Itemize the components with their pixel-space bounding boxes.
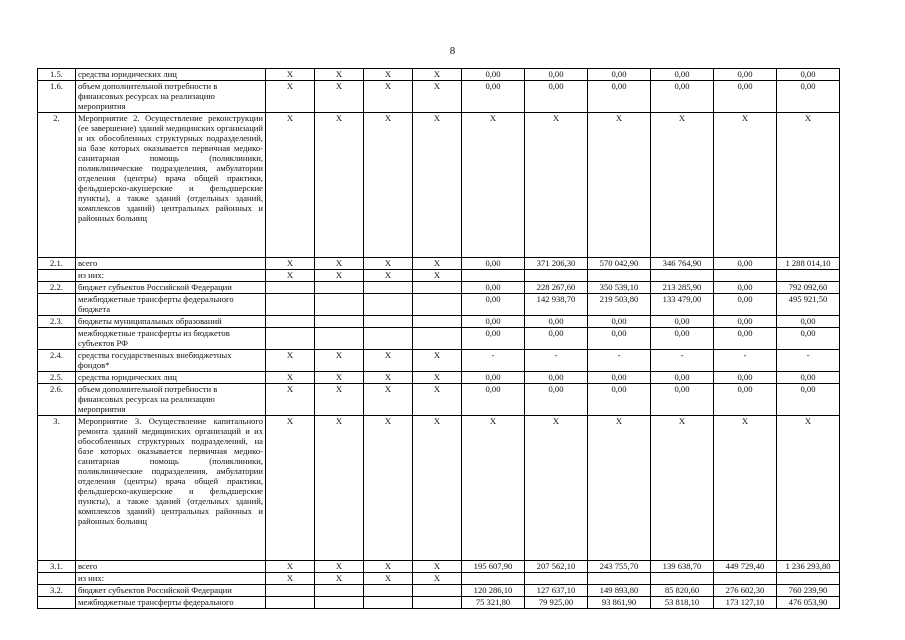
row-name-cell: бюджет субъектов Российской Федерации	[76, 585, 266, 597]
value-cell: 0,00	[588, 328, 651, 350]
marker-cell	[315, 597, 364, 609]
value-cell: 75 321,80	[462, 597, 525, 609]
value-cell: 0,00	[588, 372, 651, 384]
value-cell: 0,00	[462, 372, 525, 384]
value-cell	[588, 573, 651, 585]
value-cell: 371 206,30	[525, 258, 588, 270]
marker-cell: Х	[364, 573, 413, 585]
marker-cell: Х	[266, 270, 315, 282]
value-cell: 219 503,80	[588, 294, 651, 316]
marker-cell: Х	[266, 561, 315, 573]
marker-cell: Х	[364, 69, 413, 81]
marker-cell: Х	[315, 270, 364, 282]
value-cell: 0,00	[525, 69, 588, 81]
marker-cell	[364, 282, 413, 294]
value-cell: 85 820,60	[651, 585, 714, 597]
row-name-cell: объем дополнительной потребности в финансовых ресурсах на реализацию мероприятия	[76, 384, 266, 416]
value-cell: Х	[462, 416, 525, 561]
table-row	[38, 316, 840, 328]
row-number-cell: 3.1.	[38, 561, 76, 573]
row-name-cell: бюджеты муниципальных образований	[76, 316, 266, 328]
value-cell: Х	[714, 416, 777, 561]
marker-cell: Х	[315, 258, 364, 270]
value-cell	[462, 573, 525, 585]
value-cell: 0,00	[777, 384, 840, 416]
marker-cell: Х	[315, 350, 364, 372]
page-number: 8	[449, 45, 456, 57]
value-cell: 346 764,90	[651, 258, 714, 270]
value-cell: Х	[651, 113, 714, 258]
value-cell: 0,00	[777, 328, 840, 350]
table-row	[38, 69, 840, 81]
value-cell: Х	[777, 113, 840, 258]
value-cell: 476 053,90	[777, 597, 840, 609]
marker-cell: Х	[364, 81, 413, 113]
row-name-cell: из них:	[76, 573, 266, 585]
row-number-cell: 1.6.	[38, 81, 76, 113]
row-number-cell: 2.1.	[38, 258, 76, 270]
value-cell: 0,00	[714, 328, 777, 350]
value-cell: 120 286,10	[462, 585, 525, 597]
marker-cell	[364, 328, 413, 350]
row-number-cell	[38, 270, 76, 282]
value-cell: 0,00	[777, 316, 840, 328]
marker-cell	[413, 328, 462, 350]
table-row	[38, 384, 840, 416]
value-cell: -	[714, 350, 777, 372]
value-cell: 0,00	[714, 81, 777, 113]
value-cell: 0,00	[651, 328, 714, 350]
marker-cell: Х	[266, 350, 315, 372]
value-cell: 792 092,60	[777, 282, 840, 294]
row-number-cell: 2.6.	[38, 384, 76, 416]
marker-cell: Х	[364, 416, 413, 561]
value-cell: 142 938,70	[525, 294, 588, 316]
marker-cell	[413, 585, 462, 597]
marker-cell	[413, 597, 462, 609]
value-cell: 228 267,60	[525, 282, 588, 294]
row-number-cell: 2.3.	[38, 316, 76, 328]
marker-cell: Х	[315, 113, 364, 258]
marker-cell: Х	[315, 416, 364, 561]
marker-cell	[364, 585, 413, 597]
value-cell: 0,00	[462, 294, 525, 316]
marker-cell	[413, 282, 462, 294]
value-cell: -	[777, 350, 840, 372]
value-cell: 0,00	[588, 69, 651, 81]
marker-cell: Х	[266, 69, 315, 81]
marker-cell: Х	[413, 81, 462, 113]
marker-cell	[266, 585, 315, 597]
marker-cell	[364, 294, 413, 316]
value-cell: 570 042,90	[588, 258, 651, 270]
marker-cell: Х	[315, 81, 364, 113]
value-cell: 79 925,00	[525, 597, 588, 609]
value-cell: 0,00	[777, 81, 840, 113]
value-cell	[651, 270, 714, 282]
value-cell: 0,00	[462, 258, 525, 270]
marker-cell	[266, 316, 315, 328]
marker-cell: Х	[364, 270, 413, 282]
marker-cell: Х	[413, 416, 462, 561]
value-cell: 1 288 014,10	[777, 258, 840, 270]
marker-cell: Х	[364, 561, 413, 573]
table-row	[38, 328, 840, 350]
marker-cell	[364, 597, 413, 609]
marker-cell: Х	[364, 258, 413, 270]
value-cell: 243 755,70	[588, 561, 651, 573]
marker-cell	[315, 328, 364, 350]
value-cell: 1 236 293,80	[777, 561, 840, 573]
marker-cell: Х	[315, 561, 364, 573]
marker-cell	[315, 282, 364, 294]
value-cell: 0,00	[525, 81, 588, 113]
marker-cell: Х	[315, 372, 364, 384]
value-cell	[651, 573, 714, 585]
value-cell: 449 729,40	[714, 561, 777, 573]
marker-cell: Х	[364, 384, 413, 416]
value-cell	[714, 270, 777, 282]
row-number-cell: 3.2.	[38, 585, 76, 597]
table-row	[38, 270, 840, 282]
marker-cell: Х	[364, 372, 413, 384]
marker-cell: Х	[413, 384, 462, 416]
marker-cell: Х	[266, 573, 315, 585]
row-name-cell: межбюджетные трансферты из бюджетов субъектов РФ	[76, 328, 266, 350]
marker-cell	[266, 597, 315, 609]
table-row	[38, 597, 840, 609]
table-row	[38, 113, 840, 258]
value-cell: Х	[462, 113, 525, 258]
value-cell: 0,00	[714, 294, 777, 316]
value-cell: 0,00	[462, 328, 525, 350]
value-cell: 0,00	[525, 316, 588, 328]
value-cell: 0,00	[714, 316, 777, 328]
row-number-cell	[38, 573, 76, 585]
row-number-cell	[38, 328, 76, 350]
value-cell: 0,00	[588, 384, 651, 416]
marker-cell	[266, 294, 315, 316]
row-name-cell: средства государственных внебюджетных фондов*	[76, 350, 266, 372]
value-cell: Х	[714, 113, 777, 258]
row-number-cell: 2.4.	[38, 350, 76, 372]
value-cell: 495 921,50	[777, 294, 840, 316]
value-cell: 0,00	[714, 69, 777, 81]
marker-cell	[315, 316, 364, 328]
row-name-cell: средства юридических лиц	[76, 372, 266, 384]
value-cell: 207 562,10	[525, 561, 588, 573]
value-cell: 0,00	[462, 384, 525, 416]
row-name-cell: всего	[76, 561, 266, 573]
row-name-cell: средства юридических лиц	[76, 69, 266, 81]
row-number-cell: 2.	[38, 113, 76, 258]
value-cell	[777, 270, 840, 282]
table-body	[38, 69, 840, 609]
value-cell: 0,00	[777, 372, 840, 384]
budget-table	[37, 68, 840, 609]
value-cell: -	[651, 350, 714, 372]
value-cell: Х	[777, 416, 840, 561]
value-cell: 0,00	[651, 384, 714, 416]
value-cell: 0,00	[777, 69, 840, 81]
value-cell: 93 861,90	[588, 597, 651, 609]
value-cell: 0,00	[651, 81, 714, 113]
marker-cell: Х	[413, 561, 462, 573]
value-cell: 149 893,80	[588, 585, 651, 597]
value-cell: 0,00	[525, 384, 588, 416]
value-cell	[525, 270, 588, 282]
marker-cell	[413, 316, 462, 328]
value-cell	[462, 270, 525, 282]
marker-cell	[413, 294, 462, 316]
table-row	[38, 416, 840, 561]
table-row	[38, 585, 840, 597]
marker-cell: Х	[266, 416, 315, 561]
marker-cell: Х	[266, 113, 315, 258]
marker-cell: Х	[364, 350, 413, 372]
marker-cell: Х	[413, 350, 462, 372]
row-name-cell: бюджет субъектов Российской Федерации	[76, 282, 266, 294]
value-cell: 760 239,90	[777, 585, 840, 597]
row-name-cell: межбюджетные трансферты федерального бюджета	[76, 294, 266, 316]
value-cell: 0,00	[525, 328, 588, 350]
table-row	[38, 294, 840, 316]
value-cell: Х	[651, 416, 714, 561]
row-name-cell: объем дополнительной потребности в финансовых ресурсах на реализацию мероприятия	[76, 81, 266, 113]
row-number-cell: 2.5.	[38, 372, 76, 384]
row-name-cell: Мероприятие 2. Осуществление реконструкции (ее завершение) зданий медицинских организаций и их обособленных структурных подразделений, на базе которых оказывается первичная медико- санитарная помощь (поликлиники, поликлинические подразделения, амбулатории отделения (центры) врача общей практики, фельдшерско-акушерские и фельдшерские пункты), а также зданий (отдельных зданий, комплексов зданий) центральных районных и районных больниц	[76, 113, 266, 258]
value-cell	[525, 573, 588, 585]
value-cell: 350 539,10	[588, 282, 651, 294]
value-cell: 0,00	[651, 372, 714, 384]
value-cell: -	[588, 350, 651, 372]
value-cell: -	[462, 350, 525, 372]
row-number-cell: 3.	[38, 416, 76, 561]
marker-cell	[315, 294, 364, 316]
value-cell: 213 285,90	[651, 282, 714, 294]
marker-cell: Х	[266, 258, 315, 270]
table-row	[38, 258, 840, 270]
value-cell	[588, 270, 651, 282]
value-cell	[777, 573, 840, 585]
value-cell: 139 638,70	[651, 561, 714, 573]
value-cell: 0,00	[462, 81, 525, 113]
marker-cell: Х	[413, 113, 462, 258]
marker-cell: Х	[364, 113, 413, 258]
value-cell: 0,00	[651, 316, 714, 328]
marker-cell: Х	[266, 384, 315, 416]
value-cell: Х	[588, 113, 651, 258]
table-row	[38, 573, 840, 585]
row-name-cell: межбюджетные трансферты федерального	[76, 597, 266, 609]
value-cell: 0,00	[462, 69, 525, 81]
row-name-cell: Мероприятие 3. Осуществление капитального ремонта зданий медицинских организаций и их обособленных структурных подразделений, на базе которых оказывается первичная медико-санитарная помощь (поликлиники, поликлинические подразделения, амбулатории отделения (центры) врача общей практики, фельдшерско-акушерские и фельдшерские пункты), а также зданий (отдельных зданий, комплексов зданий) центральных районных и районных больниц	[76, 416, 266, 561]
row-name-cell: всего	[76, 258, 266, 270]
marker-cell	[266, 328, 315, 350]
value-cell: 53 818,10	[651, 597, 714, 609]
marker-cell: Х	[413, 372, 462, 384]
value-cell: Х	[525, 416, 588, 561]
value-cell: 0,00	[525, 372, 588, 384]
marker-cell: Х	[413, 258, 462, 270]
marker-cell	[315, 585, 364, 597]
value-cell: 195 607,90	[462, 561, 525, 573]
value-cell: 0,00	[714, 282, 777, 294]
marker-cell: Х	[413, 270, 462, 282]
value-cell: 276 602,30	[714, 585, 777, 597]
row-number-cell	[38, 597, 76, 609]
value-cell: 0,00	[714, 372, 777, 384]
table-row	[38, 561, 840, 573]
marker-cell	[266, 282, 315, 294]
row-number-cell	[38, 294, 76, 316]
value-cell: 127 637,10	[525, 585, 588, 597]
marker-cell: Х	[266, 81, 315, 113]
row-name-cell: из них:	[76, 270, 266, 282]
marker-cell: Х	[413, 69, 462, 81]
marker-cell: Х	[413, 573, 462, 585]
value-cell: 173 127,10	[714, 597, 777, 609]
marker-cell: Х	[266, 372, 315, 384]
value-cell: 0,00	[588, 81, 651, 113]
value-cell	[714, 573, 777, 585]
value-cell: -	[525, 350, 588, 372]
value-cell: Х	[525, 113, 588, 258]
value-cell: 0,00	[714, 258, 777, 270]
marker-cell: Х	[315, 573, 364, 585]
table-row	[38, 372, 840, 384]
table-row	[38, 81, 840, 113]
value-cell: 0,00	[714, 384, 777, 416]
marker-cell: Х	[315, 384, 364, 416]
row-number-cell: 2.2.	[38, 282, 76, 294]
table-row	[38, 282, 840, 294]
marker-cell: Х	[315, 69, 364, 81]
value-cell: 0,00	[462, 282, 525, 294]
row-number-cell: 1.5.	[38, 69, 76, 81]
value-cell: 133 479,00	[651, 294, 714, 316]
value-cell: 0,00	[462, 316, 525, 328]
value-cell: Х	[588, 416, 651, 561]
value-cell: 0,00	[588, 316, 651, 328]
value-cell: 0,00	[651, 69, 714, 81]
marker-cell	[364, 316, 413, 328]
table-row	[38, 350, 840, 372]
